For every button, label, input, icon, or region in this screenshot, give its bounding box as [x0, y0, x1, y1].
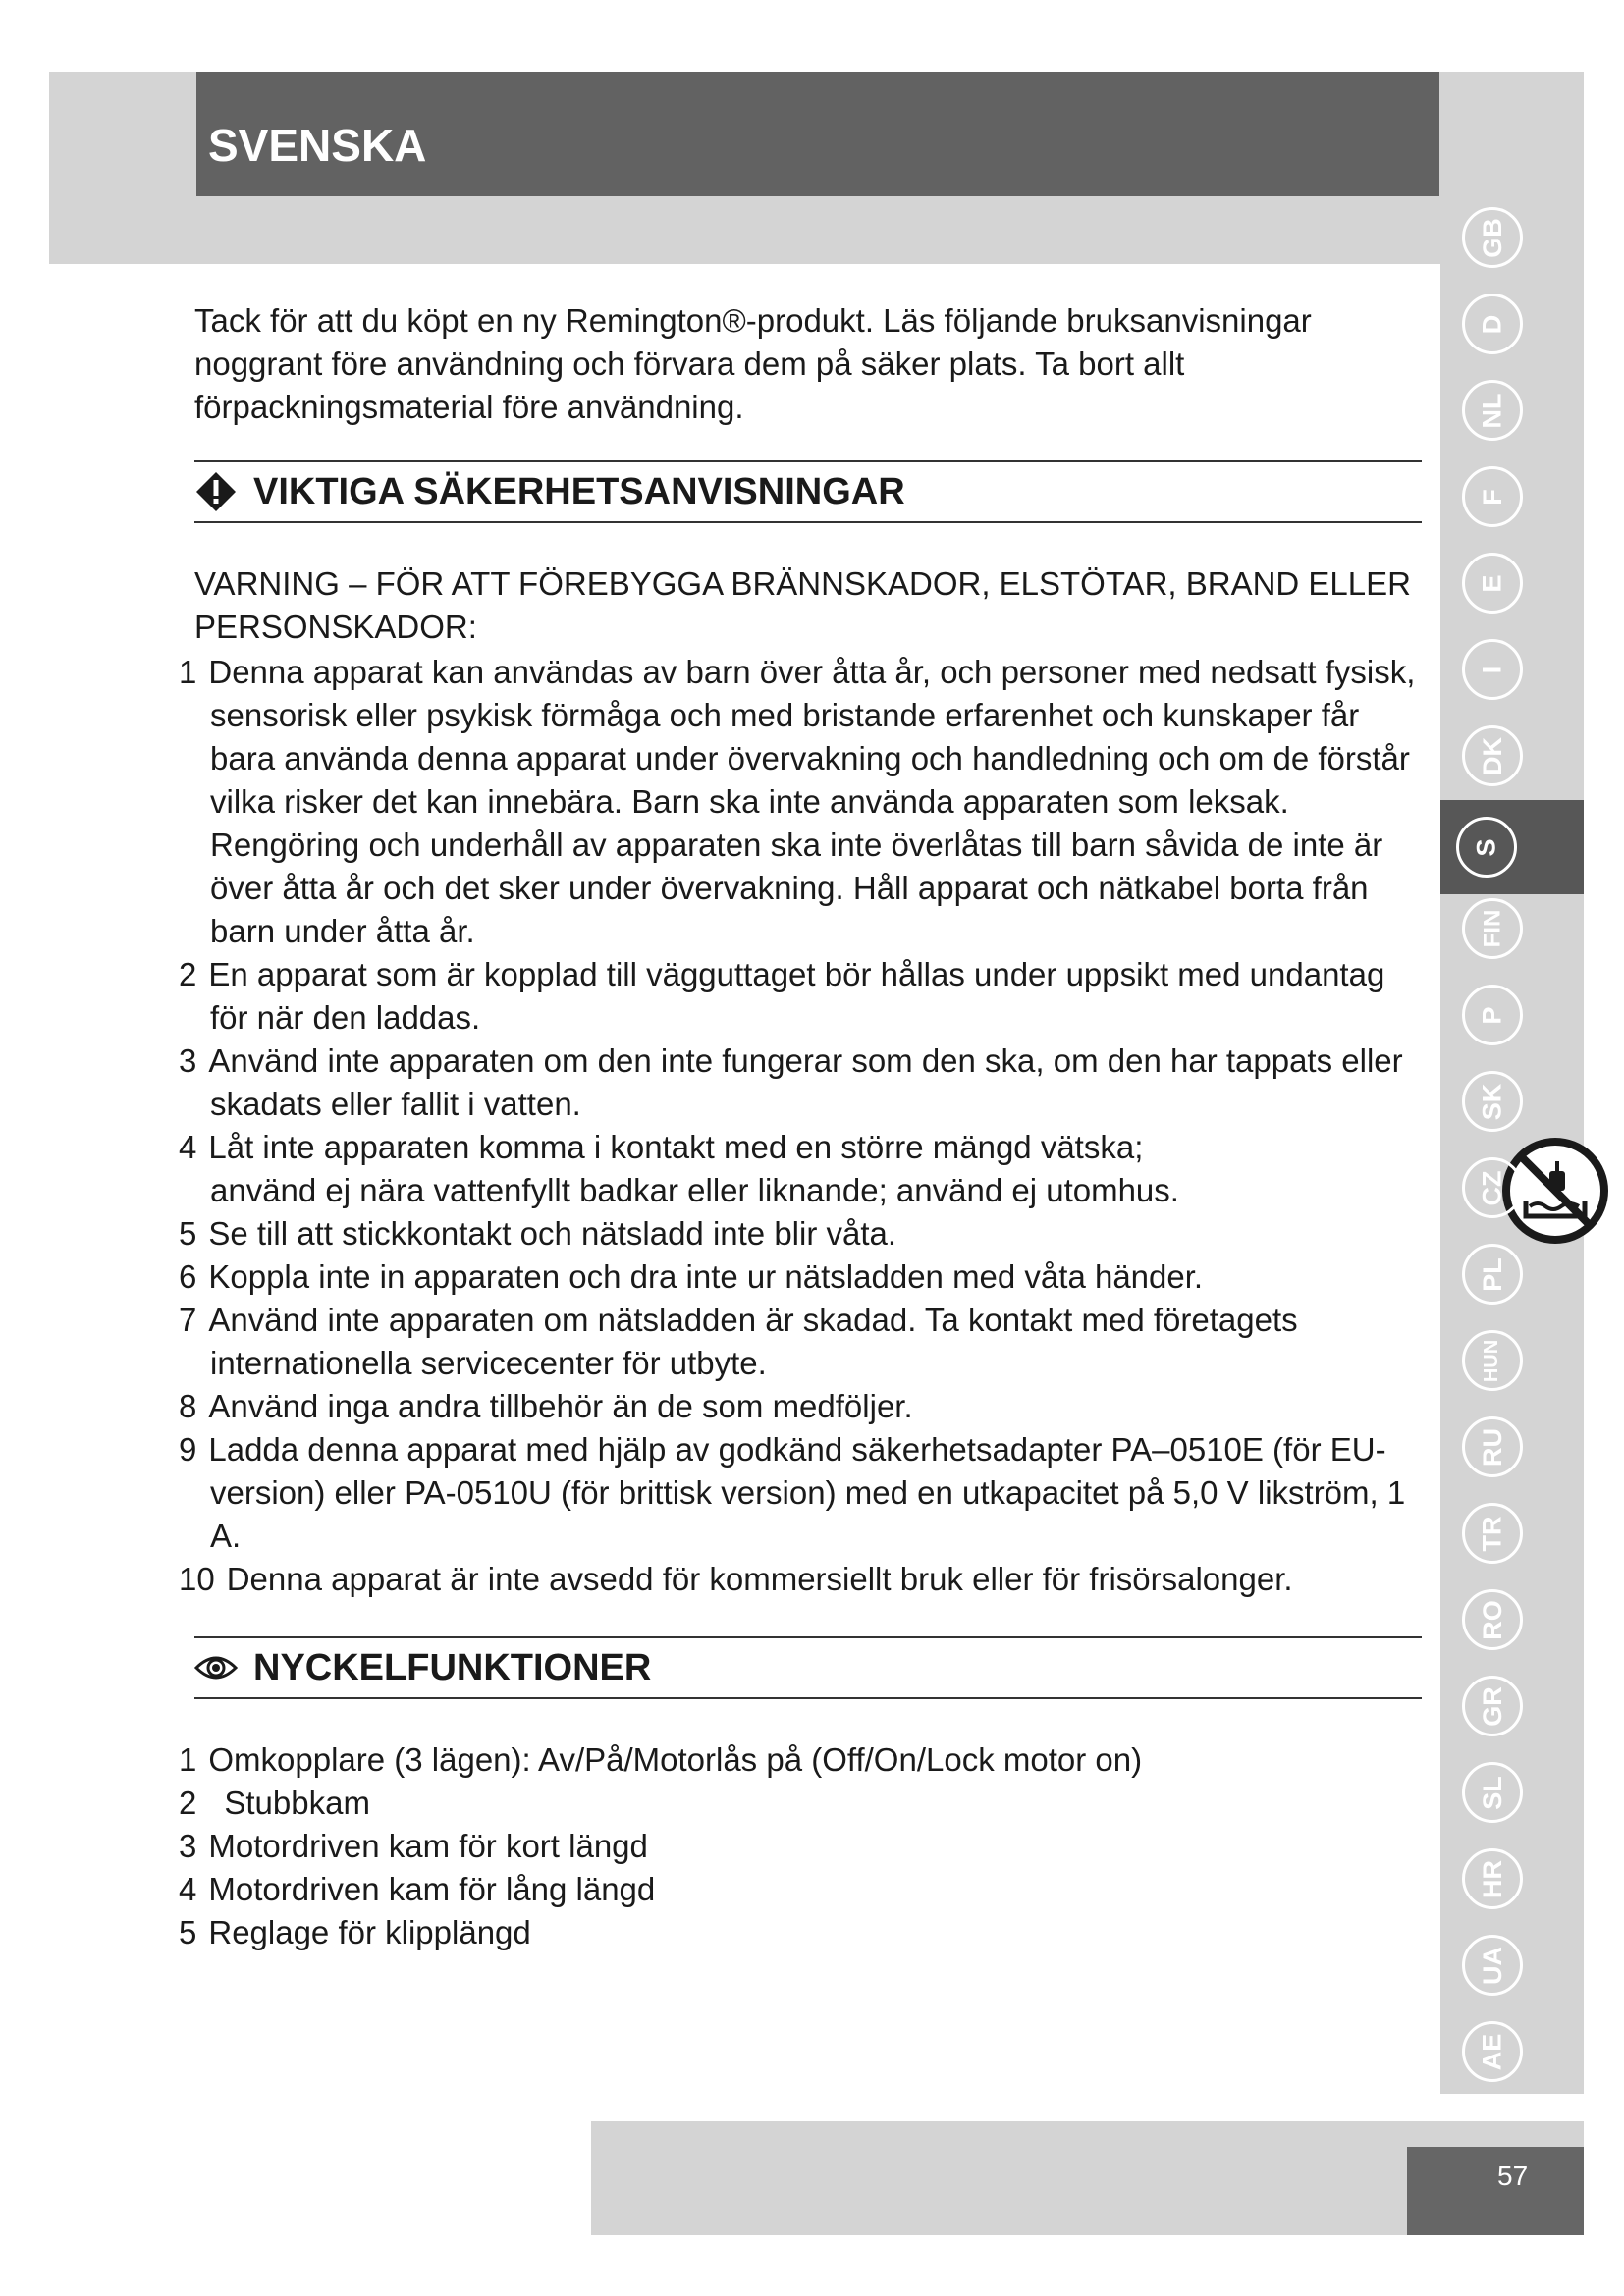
lang-tab-ro[interactable]: [1456, 1583, 1529, 1656]
item-number: 2: [179, 1785, 197, 1821]
features-section-heading: [194, 1636, 1422, 1699]
lang-label: SL: [1477, 1775, 1507, 1810]
list-item: [179, 1299, 1422, 1385]
list-item: [179, 1825, 1422, 1868]
lang-tab-sl[interactable]: [1456, 1756, 1529, 1829]
item-number: 4: [179, 1871, 197, 1907]
lang-tab-s[interactable]: [1440, 800, 1584, 894]
list-item: [179, 953, 1422, 1040]
lang-label: HUN: [1481, 1339, 1503, 1382]
list-item: [179, 1428, 1422, 1558]
lang-tab-ae[interactable]: [1456, 2015, 1529, 2088]
features-list: [179, 1738, 1422, 1954]
lang-label: FIN: [1478, 909, 1505, 948]
lang-tab-tr[interactable]: [1456, 1497, 1529, 1570]
eye-icon: [194, 1646, 238, 1689]
item-text: Reglage för klipplängd: [208, 1914, 531, 1950]
lang-tab-nl[interactable]: [1456, 374, 1529, 447]
lang-label: CZ: [1477, 1170, 1507, 1205]
list-item: [179, 1868, 1422, 1911]
item-text: Använd inga andra tillbehör än de som medföljer.: [208, 1388, 913, 1424]
page-number: 57: [1407, 2147, 1584, 2235]
features-heading-text: NYCKELFUNKTIONER: [253, 1647, 652, 1688]
lang-tab-p[interactable]: [1456, 979, 1529, 1051]
lang-label: GR: [1477, 1685, 1507, 1727]
list-item: [179, 1126, 1422, 1212]
item-number: 9: [179, 1431, 197, 1468]
lang-label: TR: [1477, 1516, 1507, 1551]
item-number: 1: [179, 654, 197, 690]
item-number: 4: [179, 1129, 197, 1165]
lang-tab-sk[interactable]: [1456, 1065, 1529, 1138]
item-text: Stubbkam: [224, 1785, 370, 1821]
lang-tab-ru[interactable]: [1456, 1411, 1529, 1483]
lang-label: S: [1471, 837, 1501, 857]
safety-section-heading: [194, 460, 1422, 523]
item-number: 2: [179, 956, 197, 992]
item-text: En apparat som är kopplad till vägguttaget bör hållas under uppsikt med undantag för när den laddas.: [208, 956, 1385, 1036]
item-text: Använd inte apparaten om nätsladden är skadad. Ta kontakt med företagets internationella servicecenter för utbyte.: [208, 1302, 1298, 1381]
lang-tab-f[interactable]: [1456, 460, 1529, 533]
lang-tab-fin[interactable]: [1456, 892, 1529, 965]
lang-tab-dk[interactable]: [1456, 720, 1529, 792]
safety-heading-text: VIKTIGA SÄKERHETSANVISNINGAR: [253, 471, 905, 512]
lang-label: AE: [1477, 2033, 1507, 2070]
lang-tab-e[interactable]: [1456, 547, 1529, 619]
item-text: Motordriven kam för lång längd: [208, 1871, 656, 1907]
safety-warning: VARNING – FÖR ATT FÖREBYGGA BRÄNNSKADOR, ELSTÖTAR, BRAND ELLER PERSONSKADOR:: [194, 565, 1411, 645]
item-number: 3: [179, 1042, 197, 1079]
item-text: Se till att stickkontakt och nätsladd inte blir våta.: [208, 1215, 897, 1252]
lang-label: D: [1477, 314, 1507, 334]
lang-label: NL: [1477, 393, 1507, 428]
list-item: [179, 1782, 1422, 1825]
item-text: Ladda denna apparat med hjälp av godkänd säkerhetsadapter PA–0510E (för EU-version) eller PA-0510U (för brittisk version) med en utkapacitet på 5,0 V likström, 1 A.: [208, 1431, 1406, 1554]
lang-label: HR: [1477, 1859, 1507, 1898]
page-title: SVENSKA: [196, 72, 1439, 196]
intro-paragraph: Tack för att du köpt en ny Remington®-produkt. Läs följande bruksanvisningar noggrant före användning och förvara dem på säker plats. Ta bort allt förpackningsmaterial före användning.: [194, 302, 1312, 425]
list-item: [179, 1385, 1422, 1428]
lang-tab-cz[interactable]: [1456, 1151, 1529, 1224]
lang-label: RO: [1477, 1599, 1507, 1640]
list-item: [179, 1558, 1422, 1601]
lang-label: F: [1477, 488, 1507, 506]
lang-tab-hr[interactable]: [1456, 1842, 1529, 1915]
lang-tab-hun[interactable]: [1456, 1324, 1529, 1397]
item-number: 7: [179, 1302, 197, 1338]
lang-label: UA: [1477, 1946, 1507, 1985]
item-number: 10: [179, 1561, 215, 1597]
list-item: [179, 1212, 1422, 1255]
lang-label: SK: [1477, 1083, 1507, 1120]
item-text: Omkopplare (3 lägen): Av/På/Motorlås på (Off/On/Lock motor on): [208, 1741, 1143, 1778]
lang-label: PL: [1477, 1256, 1507, 1292]
safety-list: [179, 651, 1422, 1601]
main-content: [179, 299, 1422, 2076]
lang-tab-gb[interactable]: [1456, 201, 1529, 274]
item-text: Motordriven kam för kort längd: [208, 1828, 648, 1864]
item-number: 6: [179, 1258, 197, 1295]
lang-tab-i[interactable]: [1456, 633, 1529, 706]
item-text: Låt inte apparaten komma i kontakt med en större mängd vätska; använd ej nära vattenfyllt badkar eller liknande; använd ej utomhus.: [208, 1129, 1179, 1208]
item-text: Denna apparat kan användas av barn över åtta år, och personer med nedsatt fysisk, sensorisk eller psykisk förmåga och med bristande erfarenhet och kunskaper får bara använda denna apparat under övervakning och handledning och om de förstår vilka risker det kan innebära. Barn ska inte använda apparaten som leksak. Rengöring och underhåll av apparaten ska inte överlåtas till barn såvida de inte är över åtta år och det sker under övervakning. Håll apparat och nätkabel borta från barn under åtta år.: [208, 654, 1416, 949]
item-text: Denna apparat är inte avsedd för kommersiellt bruk eller för frisörsalonger.: [226, 1561, 1293, 1597]
list-item: [179, 651, 1422, 953]
lang-tab-pl[interactable]: [1456, 1238, 1529, 1310]
list-item: [179, 1911, 1422, 1954]
lang-label: GB: [1477, 217, 1507, 258]
item-text: Använd inte apparaten om den inte fungerar som den ska, om den har tappats eller skadats eller fallit i vatten.: [208, 1042, 1403, 1122]
language-tabs: [1440, 201, 1584, 2106]
item-number: 1: [179, 1741, 197, 1778]
list-item: [179, 1738, 1422, 1782]
warning-diamond-icon: [194, 470, 238, 513]
item-number: 8: [179, 1388, 197, 1424]
item-number: 5: [179, 1914, 197, 1950]
lang-tab-d[interactable]: [1456, 288, 1529, 360]
lang-tab-ua[interactable]: [1456, 1929, 1529, 2002]
list-item: [179, 1040, 1422, 1126]
lang-label: E: [1477, 573, 1507, 593]
lang-label: RU: [1477, 1427, 1507, 1467]
lang-label: DK: [1477, 736, 1507, 775]
lang-tab-gr[interactable]: [1456, 1670, 1529, 1742]
item-number: 5: [179, 1215, 197, 1252]
lang-label: P: [1477, 1005, 1507, 1025]
lang-label: I: [1477, 666, 1507, 673]
list-item: [179, 1255, 1422, 1299]
item-number: 3: [179, 1828, 197, 1864]
item-text: Koppla inte in apparaten och dra inte ur nätsladden med våta händer.: [208, 1258, 1204, 1295]
